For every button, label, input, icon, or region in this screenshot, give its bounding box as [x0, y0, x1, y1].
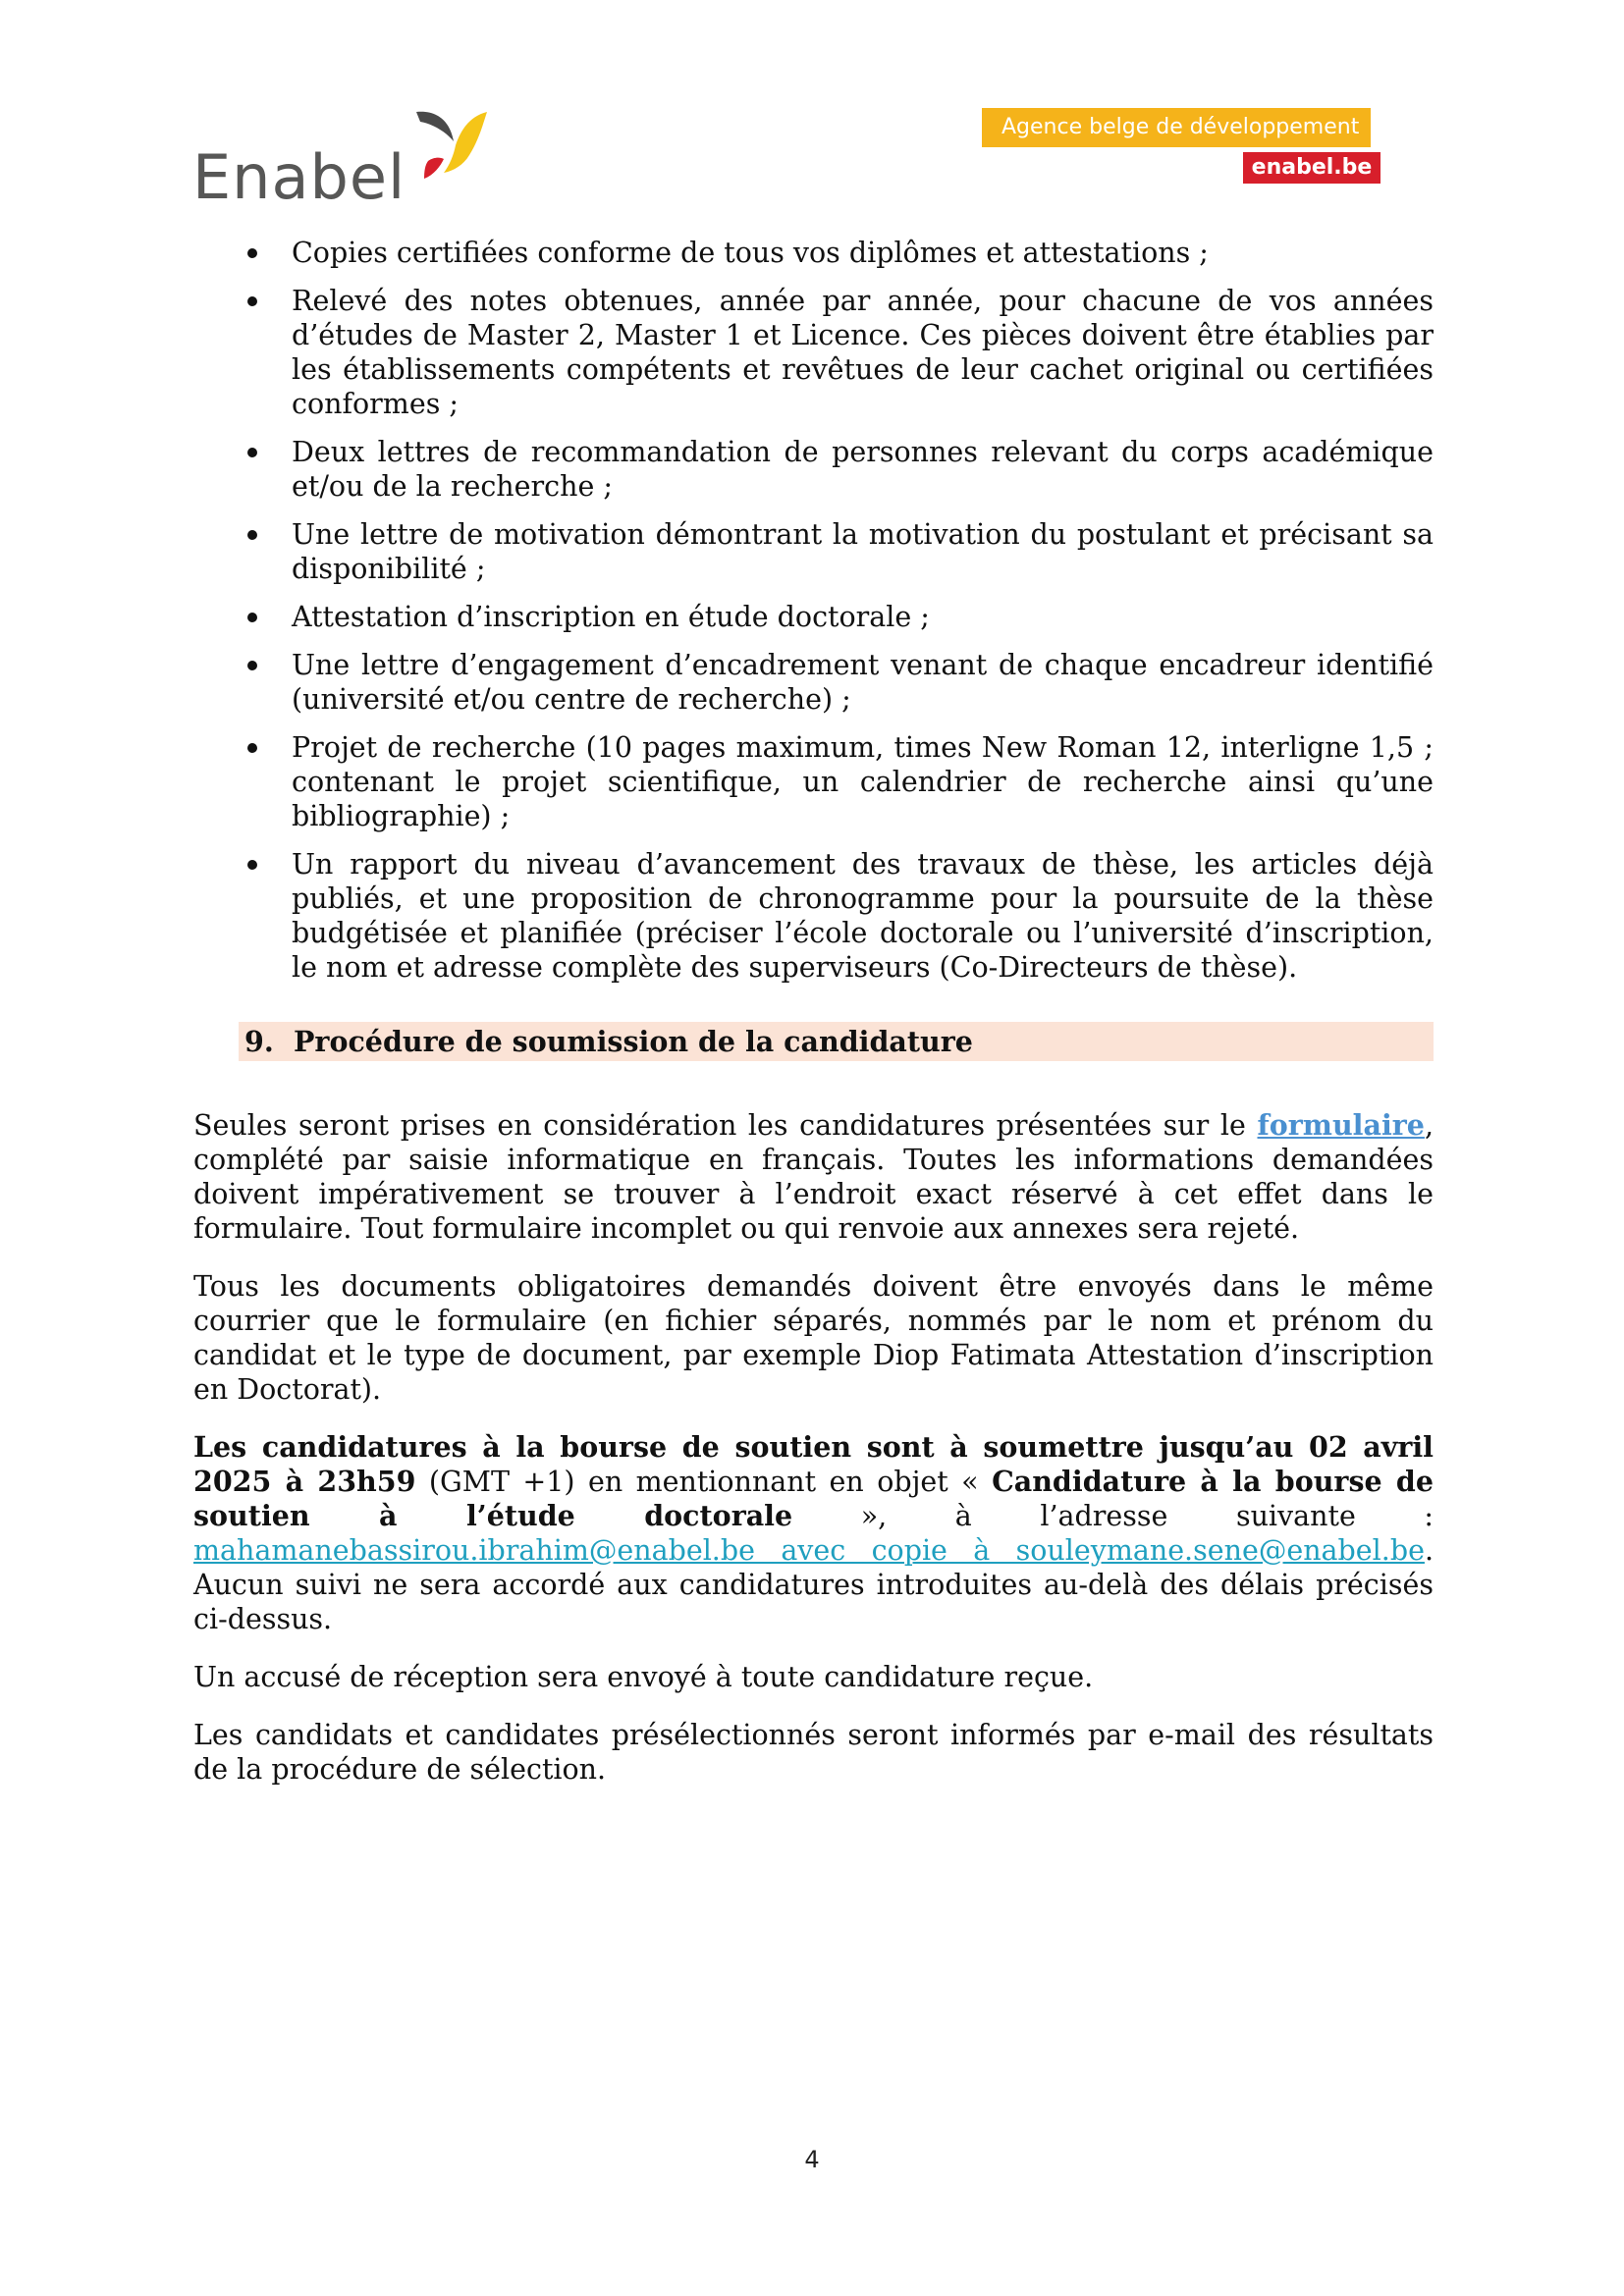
enabel-logo — [192, 106, 487, 214]
list-item: Attestation d’inscription en étude doctorale ; — [191, 600, 1434, 634]
page-number: 4 — [804, 2146, 820, 2173]
paragraph-form-submission: Seules seront prises en considération les candidatures présentées sur le formulaire, complété par saisie informatique en français. Toutes les informations demandées doivent impérativement se trouver à l’endroit exact réservé à cet effet dans le formulaire. Tout formulaire incomplet ou qui renvoie aux annexes sera rejeté. — [193, 1108, 1434, 1245]
paragraph-results: Les candidats et candidates présélectionnés seront informés par e-mail des résultats de la procédure de sélection. — [193, 1719, 1434, 1786]
bullet-icon — [247, 743, 257, 753]
agency-url: enabel.be — [1243, 152, 1380, 184]
requirements-list — [193, 236, 1434, 985]
agency-logo — [982, 108, 1384, 187]
list-item: Un rapport du niveau d’avancement des travaux de thèse, les articles déjà publiés, et une proposition de chronogramme pour la poursuite de la thèse budgétisée et planifiée (préciser l’école doctorale ou l’université d’inscription, le nom et adresse complète des superviseurs (Co-Directeurs de thèse). — [191, 847, 1434, 985]
paragraph-deadline: Les candidatures à la bourse de soutien sont à soumettre jusqu’au 02 avril 2025 à 23h59 (GMT +1) en mentionnant en objet « Candidature à la bourse de soutien à l’étude doctorale », à l’adresse suivante : mahamanebassirou.ibrahim@enabel.be avec copie à souleymane.sene@enabel.be. Aucun suivi ne sera accordé aux candidatures introduites au-delà des délais précisés ci-dessus. — [193, 1430, 1434, 1635]
bullet-icon — [247, 860, 257, 870]
bullet-icon — [247, 448, 257, 457]
deadline-text: Les candidatures à la bourse de soutien sont à soumettre jusqu’au 02 avril 2025 à 23h59 — [193, 1430, 1434, 1498]
logo-wordmark: Enabel — [192, 141, 406, 213]
list-item: Relevé des notes obtenues, année par année, pour chacune de vos années d’études de Master 2, Master 1 et Licence. Ces pièces doivent être établies par les établissements compétents et revêtues de leur cachet original ou certifiées conformes ; — [191, 284, 1434, 421]
list-item: Projet de recherche (10 pages maximum, times New Roman 12, interligne 1,5 ; contenant le projet scientifique, un calendrier de recherche ainsi qu’une bibliographie) ; — [191, 730, 1434, 833]
bird-icon — [410, 106, 489, 194]
list-item: Deux lettres de recommandation de personnes relevant du corps académique et/ou de la recherche ; — [191, 435, 1434, 504]
agency-tagline: Agence belge de développement — [982, 108, 1371, 147]
list-item: Une lettre d’engagement d’encadrement venant de chaque encadreur identifié (université et/ou centre de recherche) ; — [191, 648, 1434, 717]
paragraph-acknowledgement: Un accusé de réception sera envoyé à toute candidature reçue. — [193, 1661, 1094, 1693]
bullet-icon — [247, 248, 257, 258]
section-number: 9. — [244, 1025, 274, 1058]
document-body — [193, 236, 1434, 1787]
section-title: Procédure de soumission de la candidature — [294, 1025, 973, 1058]
list-item: Une lettre de motivation démontrant la motivation du postulant et précisant sa disponibilité ; — [191, 517, 1434, 586]
bullet-icon — [247, 661, 257, 670]
formulaire-link[interactable]: formulaire — [1257, 1108, 1425, 1142]
bullet-icon — [247, 613, 257, 622]
list-item: Copies certifiées conforme de tous vos diplômes et attestations ; — [191, 236, 1434, 270]
section-heading — [239, 1022, 1434, 1061]
bullet-icon — [247, 296, 257, 306]
paragraph-documents: Tous les documents obligatoires demandés doivent être envoyés dans le même courrier que le formulaire (en fichier séparés, nommés par le nom et prénom du candidat et le type de document, par exemple Diop Fatimata Attestation d’inscription en Doctorat). — [193, 1270, 1434, 1406]
email-link[interactable]: mahamanebassirou.ibrahim@enabel.be avec copie à souleymane.sene@enabel.be — [193, 1534, 1425, 1567]
bullet-icon — [247, 530, 257, 540]
email-subject: Candidature à la bourse de soutien à l’étude doctorale — [193, 1465, 1434, 1532]
